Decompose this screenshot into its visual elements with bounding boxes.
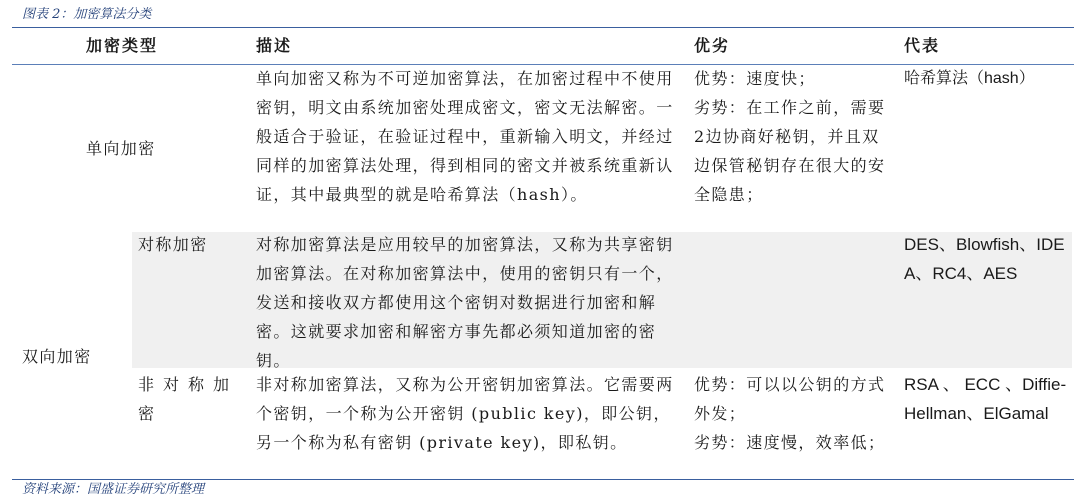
oneway-representative: 哈希算法（hash） [904,70,1035,87]
asymmetric-type: 非对称加密 [138,375,239,423]
asymmetric-pros-cons: 优势：可以以公钥的方式外发； 劣势：速度慢，效率低； [694,375,886,452]
symmetric-description: 对称加密算法是应用较早的加密算法，又称为共享密钥加密算法。在对称加密算法中，使用的密钥只有一个，发送和接收双方都使用这个密钥对数据进行加密和解密。这就要求加密和解密方事先都必须知道加密的密钥。 [256,235,674,370]
caption-divider [12,27,1074,28]
symmetric-representative: DES、Blowfish、IDEA、RC4、AES [904,235,1065,283]
table-bottom-divider [12,479,1074,480]
header-description: 描述 [256,36,293,55]
asymmetric-description: 非对称加密算法，又称为公开密钥加密算法。它需要两个密钥，一个称为公开密钥 (public key)，即公钥，另一个称为私有密钥 (private key)，即私钥。 [256,375,674,452]
header-type: 加密类型 [86,36,159,55]
source-note: 资料来源：国盛证券研究所整理 [22,482,205,497]
table-caption: 图表 2：加密算法分类 [22,7,152,22]
oneway-description: 单向加密又称为不可逆加密算法，在加密过程中不使用密钥，明文由系统加密处理成密文，密文无法解密。一般适合于验证，在验证过程中，重新输入明文，并经过同样的加密算法处理，得到相同的密文并被系统重新认证，其中最典型的就是哈希算法（hash）。 [256,69,674,204]
asymmetric-representative: RSA 、 ECC 、Diffie-Hellman、ElGamal [904,375,1067,423]
header-pros-cons: 优劣 [694,36,731,55]
oneway-type: 单向加密 [86,139,156,158]
header-representative: 代表 [904,36,941,55]
twoway-type: 双向加密 [22,347,92,366]
oneway-pros-cons: 优势：速度快； 劣势：在工作之前，需要2边协商好秘钥，并且双边保管秘钥存在很大的安全隐患； [694,69,886,204]
symmetric-type: 对称加密 [138,235,208,254]
